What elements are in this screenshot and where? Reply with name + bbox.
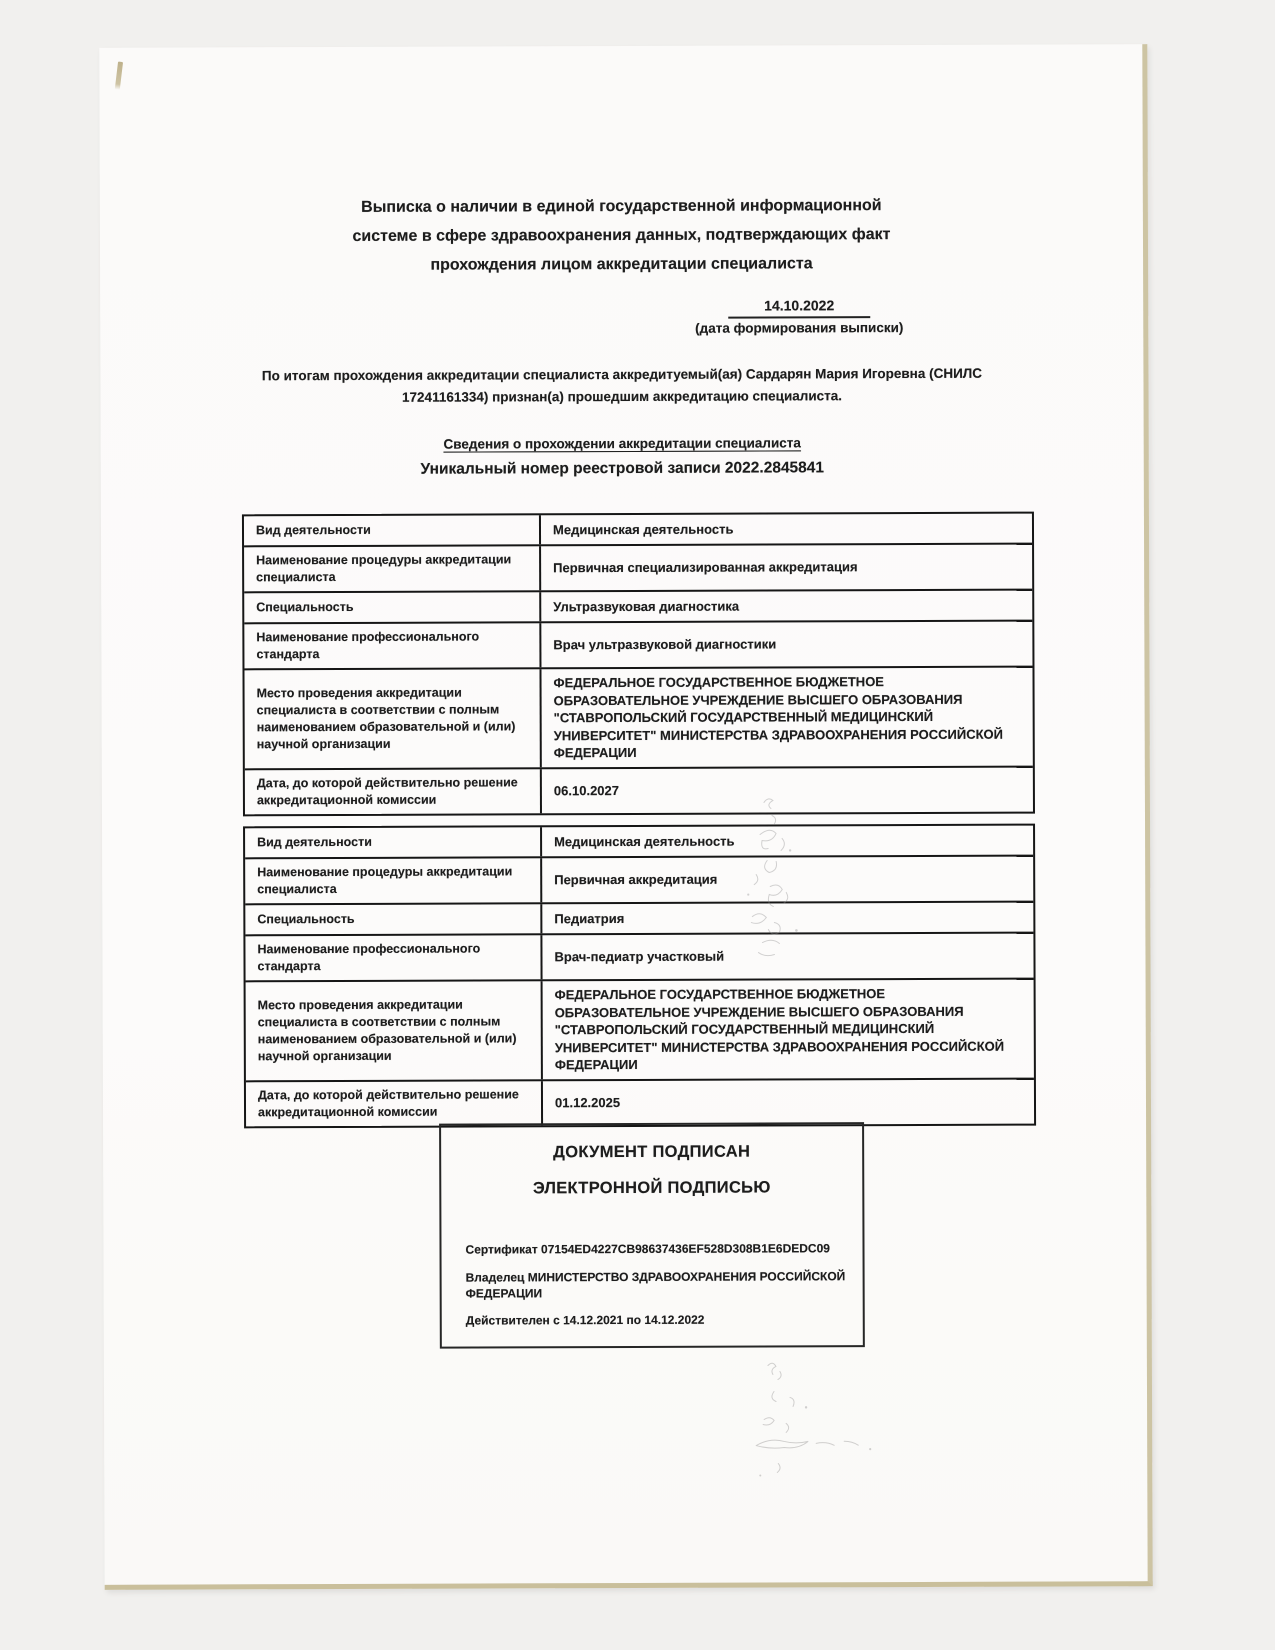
row-label: Наименование процедуры аккредитации специалиста bbox=[245, 858, 542, 903]
table-row bbox=[244, 514, 1032, 548]
row-value: 01.12.2025 bbox=[554, 1094, 621, 1110]
row-label: Дата, до которой действительно решение аккредитационной комиссии bbox=[246, 1081, 543, 1126]
row-value: Педиатрия bbox=[554, 910, 625, 927]
signature-title-line1: ДОКУМЕНТ ПОДПИСАН bbox=[553, 1142, 751, 1162]
table-row bbox=[244, 622, 1032, 671]
row-value: Медицинская деятельность bbox=[554, 833, 735, 850]
table-row bbox=[245, 934, 1033, 983]
section-title: Сведения о прохождении аккредитации специалиста bbox=[443, 435, 801, 452]
row-value: Врач-педиатр участковый bbox=[554, 948, 725, 965]
row-label: Дата, до которой действительно решение аккредитационной комиссии bbox=[245, 769, 542, 814]
signature-title-line2: ЭЛЕКТРОННОЙ ПОДПИСЬЮ bbox=[532, 1178, 771, 1198]
table-row bbox=[245, 903, 1033, 937]
row-label: Место проведения аккредитации специалиста в соответствии с полным наименованием образовательной и (или) научной организации bbox=[246, 981, 543, 1080]
document-page bbox=[99, 44, 1152, 1590]
accreditation-table-1 bbox=[242, 512, 1035, 816]
certificate-line: Сертификат 07154ED4227CB98637436EF528D308B1E6DEDC09 bbox=[465, 1241, 830, 1257]
row-label: Специальность bbox=[244, 592, 541, 622]
generation-date-caption: (дата формирования выписки) bbox=[695, 320, 904, 336]
row-label: Место проведения аккредитации специалиста в соответствии с полным наименованием образовательной и (или) научной организации bbox=[244, 669, 541, 768]
intro-paragraph: По итогам прохождения аккредитации специалиста аккредитуемый(ая) Сардарян Мария Игоревна (СНИЛС 17241161334) признан(а) прошедшим аккредитацию специалиста. bbox=[261, 365, 983, 405]
page-title: Выписка о наличии в единой государственной информационной системе в сфере здравоохранения данных, подтверждающих факт прохождения лицом аккредитации специалиста bbox=[352, 197, 891, 274]
table-row bbox=[246, 980, 1034, 1082]
registry-number: Уникальный номер реестровой записи 2022.2845841 bbox=[420, 459, 825, 478]
row-label: Вид деятельности bbox=[244, 515, 541, 545]
row-value: Первичная аккредитация bbox=[554, 871, 718, 888]
row-value: Медицинская деятельность bbox=[552, 521, 734, 538]
row-value: Первичная специализированная аккредитация bbox=[553, 559, 858, 576]
row-value: ФЕДЕРАЛЬНОЕ ГОСУДАРСТВЕННОЕ БЮДЖЕТНОЕ ОБРАЗОВАТЕЛЬНОЕ УЧРЕЖДЕНИЕ ВЫСШЕГО ОБРАЗОВАНИЯ "СТАВРОПОЛЬСКИЙ ГОСУДАРСТВЕННЫЙ МЕДИЦИНСКИЙ УНИВЕРСИТЕТ" МИНИСТЕРСТВА ЗДРАВООХРАНЕНИЯ РОССИЙСКОЙ ФЕДЕРАЦИИ bbox=[554, 986, 1005, 1073]
row-value: 06.10.2027 bbox=[553, 782, 620, 799]
table-row bbox=[244, 591, 1032, 625]
table-row bbox=[245, 767, 1033, 814]
scan-artifact-mark bbox=[115, 62, 123, 90]
table-row bbox=[245, 857, 1033, 906]
generation-date-block bbox=[666, 297, 932, 336]
table-row bbox=[245, 826, 1033, 860]
row-label: Вид деятельности bbox=[245, 827, 542, 857]
table-row bbox=[244, 668, 1032, 770]
owner-line: Владелец МИНИСТЕРСТВО ЗДРАВООХРАНЕНИЯ РОССИЙСКОЙ ФЕДЕРАЦИИ bbox=[465, 1269, 846, 1301]
row-label: Наименование процедуры аккредитации специалиста bbox=[244, 546, 541, 591]
generation-date: 14.10.2022 bbox=[728, 297, 870, 318]
table-row bbox=[246, 1079, 1034, 1126]
row-value: Врач ультразвуковой диагностики bbox=[553, 636, 777, 653]
row-label: Наименование профессионального стандарта bbox=[245, 935, 542, 980]
accreditation-table-2 bbox=[243, 824, 1036, 1128]
row-label: Специальность bbox=[245, 904, 542, 934]
validity-line: Действителен с 14.12.2021 по 14.12.2022 bbox=[465, 1312, 705, 1328]
row-value: Ультразвуковая диагностика bbox=[553, 598, 740, 615]
electronic-signature-stamp bbox=[439, 1122, 865, 1348]
row-value: ФЕДЕРАЛЬНОЕ ГОСУДАРСТВЕННОЕ БЮДЖЕТНОЕ ОБРАЗОВАТЕЛЬНОЕ УЧРЕЖДЕНИЕ ВЫСШЕГО ОБРАЗОВАНИЯ "СТАВРОПОЛЬСКИЙ ГОСУДАРСТВЕННЫЙ МЕДИЦИНСКИЙ УНИВЕРСИТЕТ" МИНИСТЕРСТВА ЗДРАВООХРАНЕНИЯ РОССИЙСКОЙ ФЕДЕРАЦИИ bbox=[553, 674, 1004, 761]
row-label: Наименование профессионального стандарта bbox=[244, 623, 541, 668]
ink-smudge bbox=[720, 1357, 900, 1498]
table-row bbox=[244, 545, 1032, 594]
